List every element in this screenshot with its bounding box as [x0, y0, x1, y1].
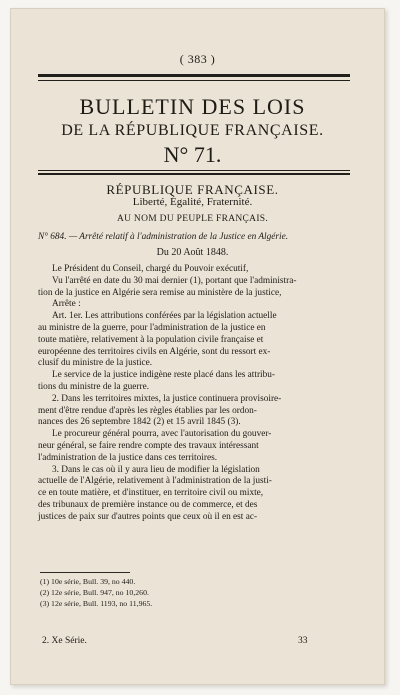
decree-line: Art. 1er. Les attributions conférées par la législation actuelle [52, 311, 277, 322]
decree-line: ce en toute matière, et d'instituer, en territoire civil ou mixte, [38, 488, 264, 499]
republic-motto: Liberté, Égalité, Fraternité. [132, 196, 253, 208]
decree-line: ment d'être rendue d'après les règles établies par les ordon- [38, 405, 257, 416]
decree-line: 3. Dans le cas où il y aura lieu de modifier la législation [52, 464, 260, 475]
decree-line: toute matière, relativement à la population civile française et [38, 334, 264, 345]
footnote-2: (2) 12e série, Bull. 947, no 10,260. [40, 588, 149, 597]
decree-line: européenne des territoires civils en Algérie, sont du ressort ex- [38, 346, 271, 357]
decree-line: justices de paix sur d'autres points que ceux où il en est ac- [38, 511, 258, 522]
decree-line: des tribunaux de première instance ou de commerce, et des [38, 500, 258, 510]
decree-line: neur général, se faire rendre compte des travaux intéressant [38, 441, 259, 451]
page-sheet [10, 8, 385, 685]
decree-line: Le procureur général pourra, avec l'autorisation du gouver- [52, 429, 272, 440]
footer-series: 2. Xe Série. [42, 636, 87, 646]
issue-number: N° 71. [163, 142, 222, 167]
top-rule-thick [38, 74, 350, 77]
bulletin-title: BULLETIN DES LOIS [79, 94, 306, 119]
footnote-rule [40, 572, 130, 573]
decree-line: Le Président du Conseil, chargé du Pouvoir exécutif, [52, 264, 249, 274]
republic-name: RÉPUBLIQUE FRANÇAISE. [106, 182, 279, 197]
decree-line: au ministre de la guerre, pour l'administration de la justice en [38, 323, 266, 333]
decree-title: N° 684. — Arrêté relatif à l'administration de la Justice en Algérie. [38, 232, 289, 242]
decree-line: nances des 26 septembre 1842 (2) et 15 avril 1845 (3). [38, 417, 241, 428]
footer-sheet-number: 33 [298, 636, 308, 646]
top-rule-thin [38, 80, 350, 81]
footnote-1: (1) 10e série, Bull. 39, no 440. [40, 577, 136, 586]
decree-line: l'administration de la justice dans ces territoires. [38, 452, 218, 463]
mid-rule-thick [38, 173, 350, 175]
bulletin-subtitle: DE LA RÉPUBLIQUE FRANÇAISE. [61, 122, 324, 139]
decree-line: 2. Dans les territoires mixtes, la justice continuera provisoire- [52, 393, 282, 404]
footnote-3: (3) 12e série, Bull. 1193, no 11,965. [40, 599, 153, 608]
decree-line: Vu l'arrêté en date du 30 mai dernier (1), portant que l'administra- [52, 275, 297, 286]
decree-line: tion de la justice en Algérie sera remise au ministère de la justice, [38, 287, 282, 298]
decree-line: tions du ministre de la guerre. [38, 382, 150, 392]
decree-line: actuelle de l'Algérie, relativement à l'administration de la justi- [38, 476, 272, 487]
decree-line: Arrête : [52, 299, 81, 310]
decree-line: clusif du ministre de la justice. [38, 358, 153, 369]
page-number: ( 383 ) [179, 52, 216, 66]
mid-rule-thin [38, 170, 350, 171]
decree-date: Du 20 Août 1848. [156, 247, 229, 258]
republic-formula: AU NOM DU PEUPLE FRANÇAIS. [116, 214, 269, 224]
decree-line: Le service de la justice indigène reste placé dans les attribu- [52, 370, 276, 381]
